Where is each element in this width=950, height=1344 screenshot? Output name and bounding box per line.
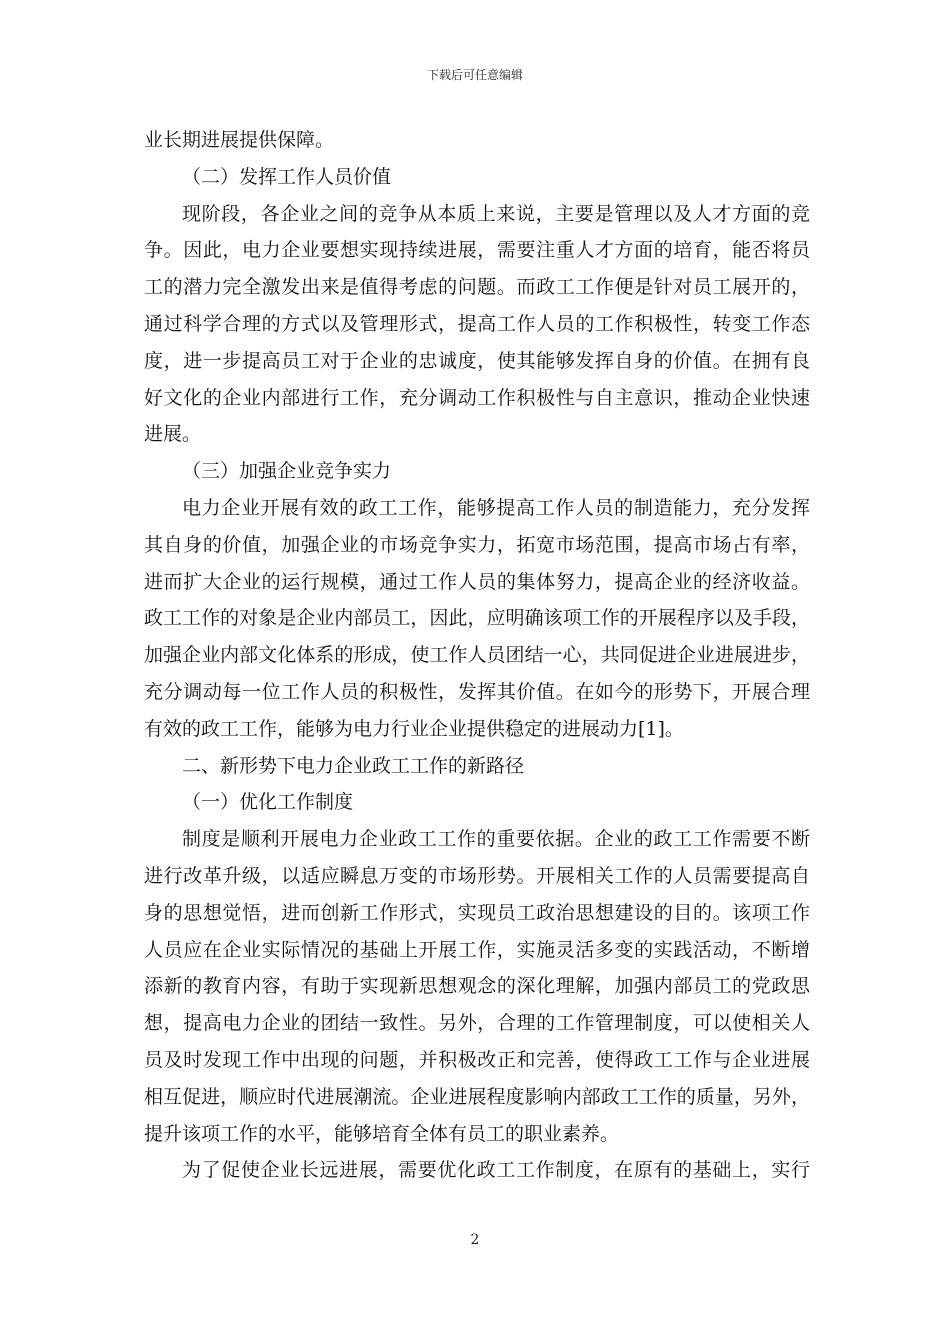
page-header: 下载后可任意编辑 [426, 68, 523, 82]
text-line: 员及时发现工作中出现的问题，并积极改正和完善，使得政工工作与企业进展 [144, 1048, 810, 1071]
text-line: 进而扩大企业的运行规模，通过工作人员的集体努力，提高企业的经济收益。 [144, 570, 810, 593]
text-line: 添新的教育内容，有助于实现新思想观念的深化理解，加强内部员工的党政思 [144, 975, 810, 998]
document-body [144, 122, 810, 1189]
page-number: 2 [470, 1232, 480, 1248]
text-line: 进展。 [144, 423, 202, 446]
text-line: 电力企业开展有效的政工工作，能够提高工作人员的制造能力，充分发挥 [182, 496, 810, 519]
text-line: 政工工作的对象是企业内部员工，因此，应明确该项工作的开展程序以及手段， [144, 607, 810, 630]
text-line: 加强企业内部文化体系的形成，使工作人员团结一心，共同促进企业进展进步， [144, 644, 810, 667]
text-line: 现阶段，各企业之间的竞争从本质上来说，主要是管理以及人才方面的竞 [182, 202, 810, 225]
chapter-heading: 二、新形势下电力企业政工工作的新路径 [182, 754, 525, 777]
text-line: 好文化的企业内部进行工作，充分调动工作积极性与自主意识，推动企业快速 [144, 386, 810, 409]
text-line: 进行改革升级，以适应瞬息万变的市场形势。开展相关工作的人员需要提高自 [144, 864, 810, 887]
text-line: 充分调动每一位工作人员的积极性，发挥其价值。在如今的形势下，开展合理 [144, 680, 810, 703]
text-line: 提升该项工作的水平，能够培育全体有员工的职业素养。 [144, 1122, 620, 1145]
text-line: 争。因此，电力企业要想实现持续进展，需要注重人才方面的培育，能否将员 [144, 239, 810, 262]
text-line: 度，进一步提高员工对于企业的忠诚度，使其能够发挥自身的价值。在拥有良 [144, 349, 810, 372]
section-heading: （二）发挥工作人员价值 [182, 165, 392, 188]
text-line: 相互促进，顺应时代进展潮流。企业进展程度影响内部政工工作的质量，另外， [144, 1085, 810, 1108]
text-line: 工的潜力完全激发出来是值得考虑的问题。而政工工作便是针对员工展开的， [144, 276, 810, 299]
text-line: 其自身的价值，加强企业的市场竞争实力，拓宽市场范围，提高市场占有率， [144, 533, 810, 556]
text-line: 身的思想觉悟，进而创新工作形式，实现员工政治思想建设的目的。该项工作 [144, 901, 810, 924]
text-line: 业长期进展提供保障。 [144, 129, 335, 151]
section-heading: （三）加强企业竞争实力 [182, 460, 392, 483]
text-line: 人员应在企业实际情况的基础上开展工作，实施灵活多变的实践活动，不断增 [144, 938, 810, 961]
text-line: 制度是顺利开展电力企业政工工作的重要依据。企业的政工工作需要不断 [182, 828, 810, 851]
text-line: 通过科学合理的方式以及管理形式，提高工作人员的工作积极性，转变工作态 [144, 312, 810, 335]
text-line: 想，提高电力企业的团结一致性。另外，合理的工作管理制度，可以使相关人 [144, 1012, 810, 1035]
section-heading: （一）优化工作制度 [182, 791, 354, 814]
text-line: 有效的政工工作，能够为电力行业企业提供稳定的进展动力[1]。 [144, 717, 684, 740]
text-line: 为了促使企业长远进展，需要优化政工工作制度，在原有的基础上，实行 [182, 1159, 810, 1182]
